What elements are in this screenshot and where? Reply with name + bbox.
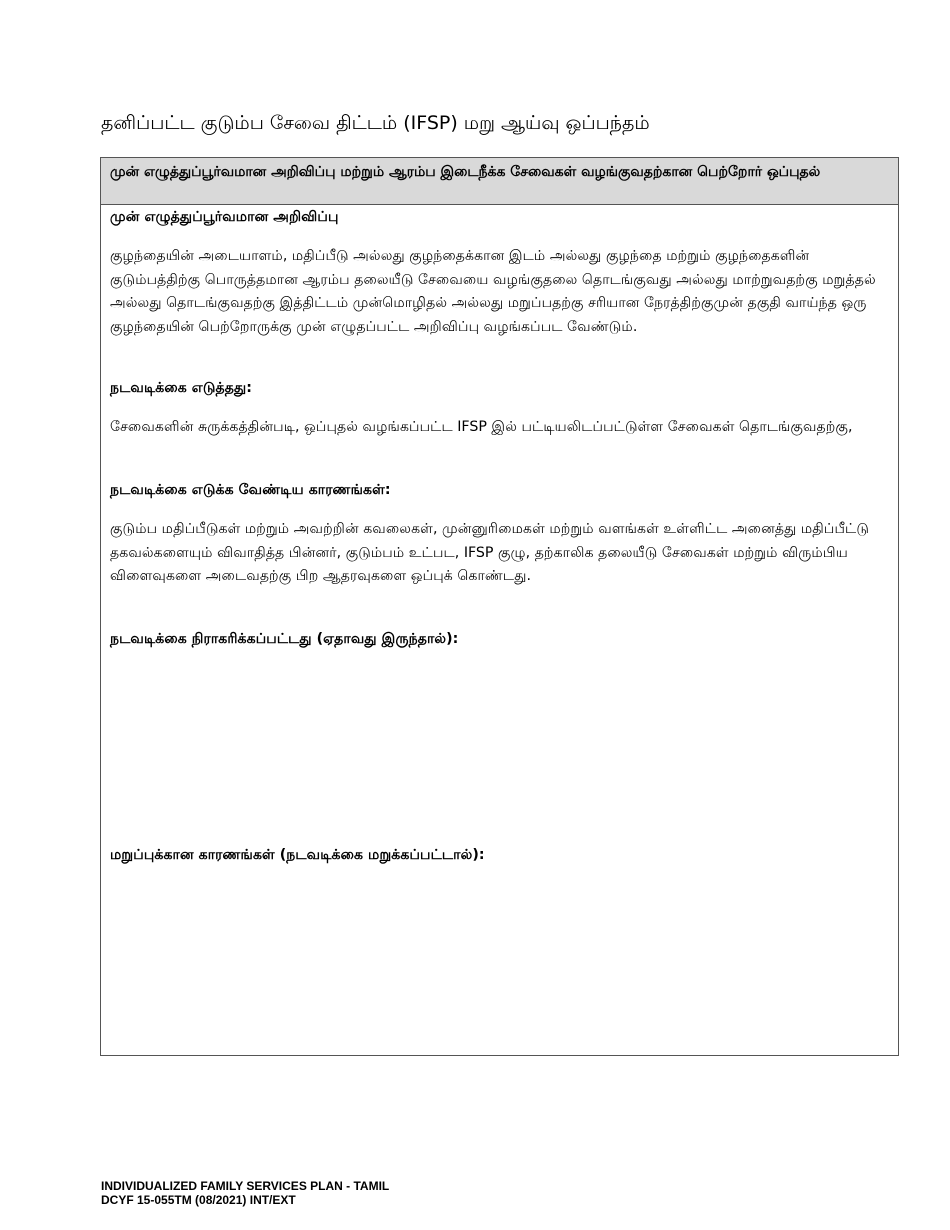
notice-form xyxy=(100,157,899,1056)
page-title: தனிப்பட்ட குடும்ப சேவை திட்டம் (IFSP) மறு ஆய்வு ஒப்பந்தம் xyxy=(101,112,650,134)
action-taken-text: சேவைகளின் சுருக்கத்தின்படி, ஒப்புதல் வழங்கப்பட்ட IFSP இல் பட்டியலிடப்பட்டுள்ள சேவைகள் தொடங்குவதற்கு, xyxy=(110,419,853,435)
rejected-heading: நடவடிக்கை நிராகரிக்கப்பட்டது (ஏதாவது இருந்தால்): xyxy=(110,631,459,647)
footer xyxy=(101,1179,389,1207)
notice-text: குழந்தையின் அடையாளம், மதிப்பீடு அல்லது குழந்தைக்கான இடம் அல்லது குழந்தை மற்றும் குழந்தைகளின் குடும்பத்திற்கு பொருத்தமான ஆரம்ப தலையீடு சேவையை வழங்குதலை தொடங்குவது அல்லது மாற்றுவதற்கு மறுத்தல் அல்லது தொடங்குவதற்கு இத்திட்டம் முன்மொழிதல் அல்லது மறுப்பதற்கு சரியான நேரத்திற்குமுன் தகுதி வாய்ந்த ஒரு குழந்தையின் பெற்றோருக்கு முன் எழுதப்பட்ட அறிவிப்பு வழங்கப்பட வேண்டும். xyxy=(110,248,876,335)
form-header: முன் எழுத்துப்பூர்வமான அறிவிப்பு மற்றும் ஆரம்ப இடைநீக்க சேவைகள் வழங்குவதற்கான பெற்றோர் ஒப்புதல் xyxy=(101,158,898,205)
refusal-heading: மறுப்புக்கான காரணங்கள் (நடவடிக்கை மறுக்கப்பட்டால்): xyxy=(110,847,485,863)
action-taken-heading: நடவடிக்கை எடுத்தது: xyxy=(110,380,252,396)
notice-heading: முன் எழுத்துப்பூர்வமான அறிவிப்பு xyxy=(110,209,339,225)
reasons-heading: நடவடிக்கை எடுக்க வேண்டிய காரணங்கள்: xyxy=(110,482,391,498)
footer-form-number: DCYF 15-055TM (08/2021) INT/EXT xyxy=(101,1193,296,1207)
reasons-text: குடும்ப மதிப்பீடுகள் மற்றும் அவற்றின் கவலைகள், முன்னுரிமைகள் மற்றும் வளங்கள் உள்ளிட்ட அனைத்து மதிப்பீட்டு தகவல்களையும் விவாதித்த பின்னர், குடும்பம் உட்பட, IFSP குழு, தற்காலிக தலையீடு சேவைகள் மற்றும் விரும்பிய விளைவுகளை அடைவதற்கு பிற ஆதரவுகளை ஒப்புக் கொண்டது. xyxy=(110,521,869,584)
footer-form-title: INDIVIDUALIZED FAMILY SERVICES PLAN - TAMIL xyxy=(101,1179,390,1193)
